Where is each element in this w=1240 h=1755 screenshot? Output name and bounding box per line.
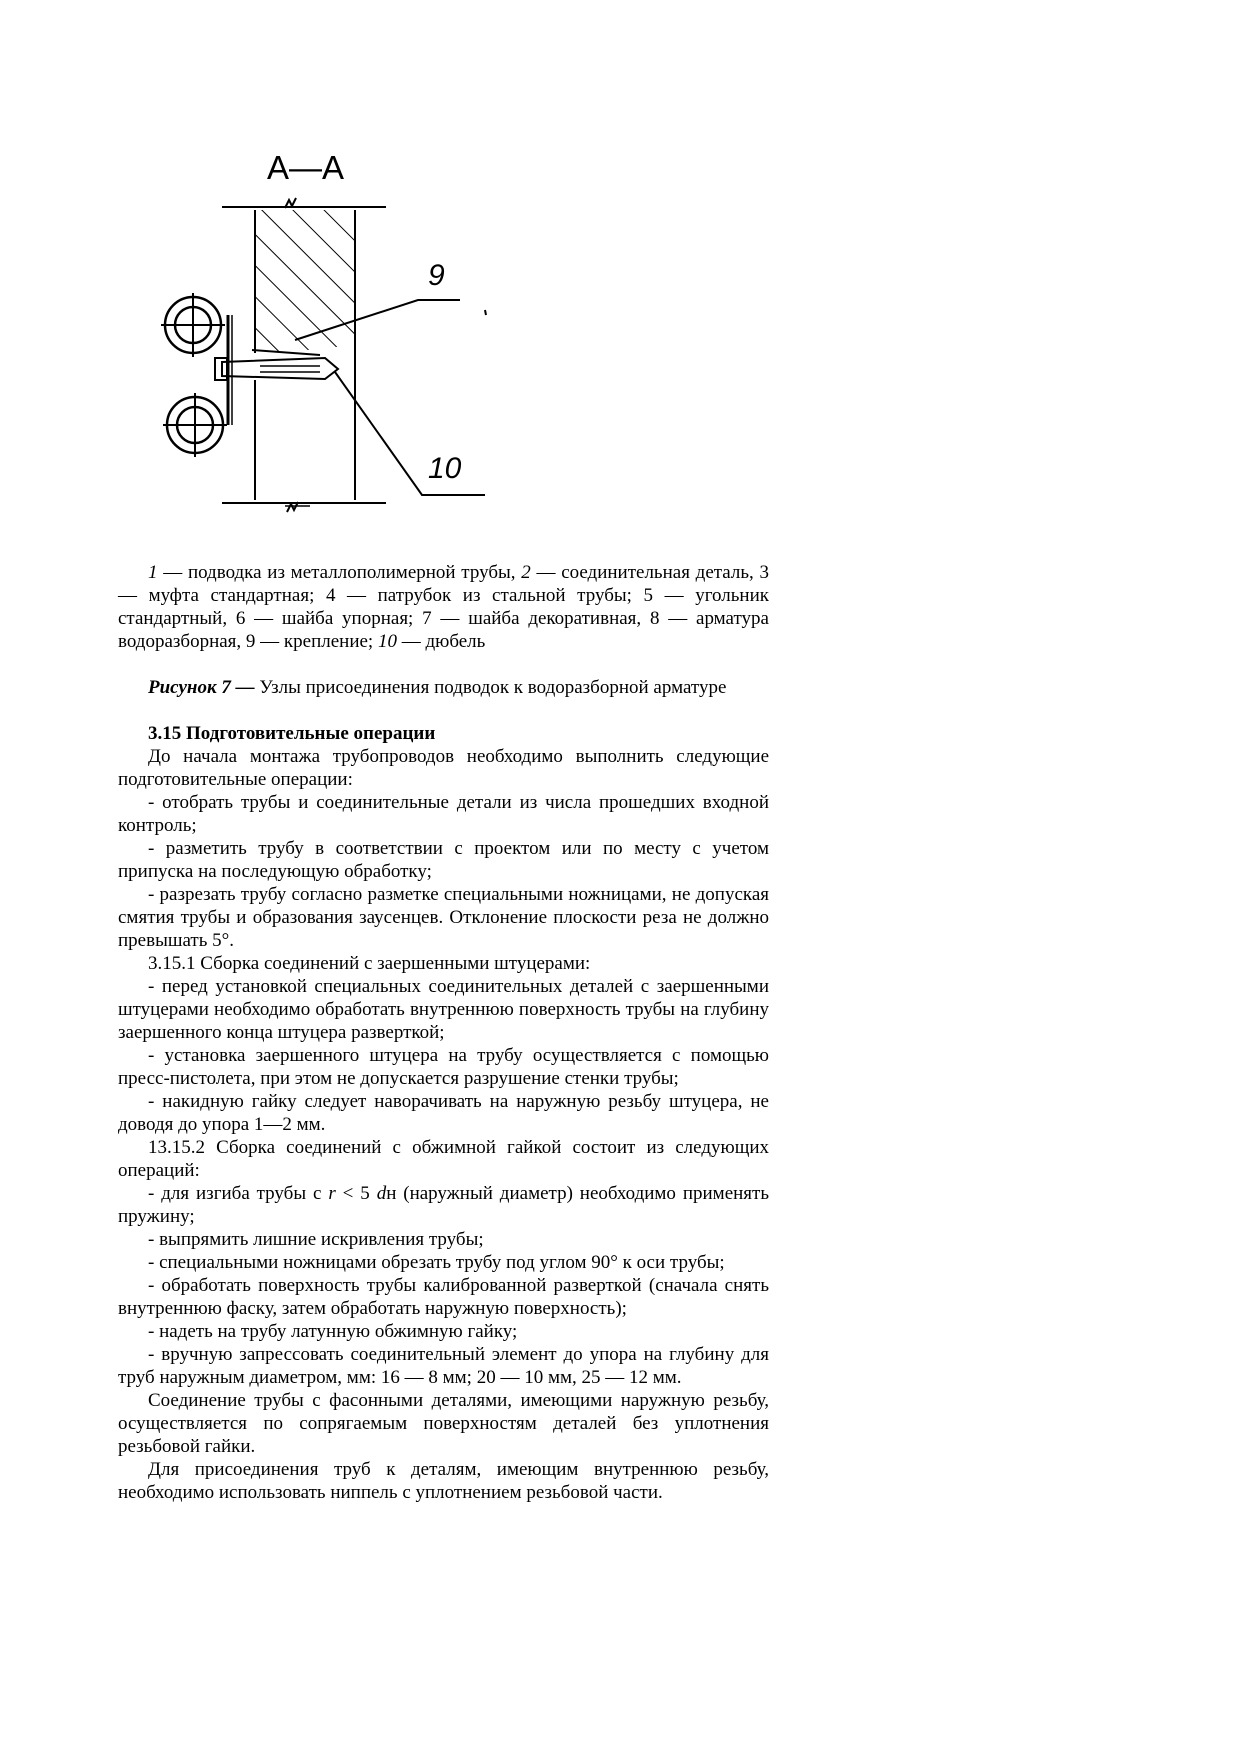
figure-legend: 1 — подводка из металлополимерной трубы, 2 — соединительная деталь, 3 — муфта стандартная; 4 — патрубок из стальной трубы; 5 — угольник стандартный, 6 — шайба упорная; 7 — шайба декоративная, 8 — арматура водоразборная, 9 — крепление; 10 — дюбель	[118, 562, 769, 652]
section-heading: 3.15 Подготовительные операции	[148, 723, 436, 744]
list-item: - разрезать трубу согласно разметке специальными ножницами, не допуская смятия трубы и образования заусенцев. Отклонение плоскости реза не должно превышать 5°.	[118, 884, 769, 951]
list-item: - надеть на трубу латунную обжимную гайку;	[148, 1321, 518, 1342]
list-item: - выпрямить лишние искривления трубы;	[148, 1229, 484, 1250]
pipe-lower	[163, 393, 227, 457]
list-item: - вручную запрессовать соединительный элемент до упора на глубину для труб наружным диаметром, мм: 16 — 8 мм; 20 — 10 мм, 25 — 12 мм.	[118, 1344, 769, 1388]
paragraph: Соединение трубы с фасонными деталями, имеющими наружную резьбу, осуществляется по сопрягаемым поверхностям деталей без уплотнения резьбовой гайки.	[118, 1390, 769, 1457]
section-intro: До начала монтажа трубопроводов необходимо выполнить следующие подготовительные операции:	[118, 746, 769, 790]
figure-caption: Рисунок 7 — Узлы присоединения подводок к водоразборной арматуре	[148, 677, 727, 698]
wall-hatching	[255, 210, 355, 355]
document-body	[118, 561, 769, 1504]
section-label: А—А	[267, 149, 345, 186]
list-item: - накидную гайку следует наворачивать на наружную резьбу штуцера, не доводя до упора 1—2 мм.	[118, 1091, 769, 1135]
figure-section-a-a	[160, 140, 510, 520]
list-item: - перед установкой специальных соединительных деталей с заершенными штуцерами необходимо обработать внутреннюю поверхность трубы на глубину заершенного конца штуцера разверткой;	[118, 976, 769, 1043]
list-item: - обработать поверхность трубы калиброванной разверткой (сначала снять внутреннюю фаску, затем обработать наружную поверхность);	[118, 1275, 769, 1319]
subsection-heading: 13.15.2 Сборка соединений с обжимной гайкой состоит из следующих операций:	[118, 1137, 769, 1181]
list-item: - отобрать трубы и соединительные детали из числа прошедших входной контроль;	[118, 792, 769, 836]
paragraph: Для присоединения труб к деталям, имеющим внутреннюю резьбу, необходимо использовать ниппель с уплотнением резьбовой части.	[118, 1459, 769, 1503]
list-item: - для изгиба трубы с r < 5 dн (наружный диаметр) необходимо применять пружину;	[118, 1183, 769, 1227]
list-item: - специальными ножницами обрезать трубу под углом 90° к оси трубы;	[148, 1252, 725, 1273]
label-10: 10	[428, 452, 462, 485]
figure-drawing	[160, 140, 510, 520]
subsection-heading: 3.15.1 Сборка соединений с заершенными штуцерами:	[148, 953, 591, 974]
dowel	[222, 358, 338, 379]
pipe-upper	[161, 293, 225, 357]
list-item: - разметить трубу в соответствии с проектом или по месту с учетом припуска на последующую обработку;	[118, 838, 769, 882]
label-9: 9	[428, 259, 445, 292]
list-item: - установка заершенного штуцера на трубу осуществляется с помощью пресс-пистолета, при этом не допускается разрушение стенки трубы;	[118, 1045, 769, 1089]
leader-10	[335, 372, 485, 495]
